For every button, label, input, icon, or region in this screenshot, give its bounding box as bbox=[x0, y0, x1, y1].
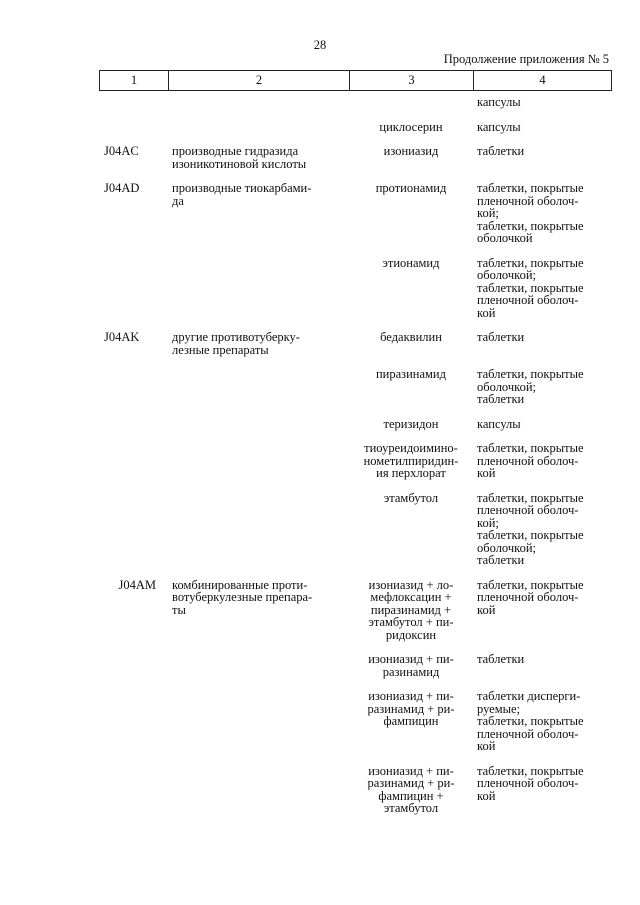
table-row bbox=[99, 579, 611, 654]
group-cell: другие противотуберку- лезные препараты bbox=[172, 330, 300, 357]
drug-name-cell: этамбутол bbox=[383, 490, 439, 505]
group-cell bbox=[168, 418, 349, 443]
header-col-1: 1 bbox=[100, 71, 169, 91]
group-cell: комбинированные проти- вотуберкулезные препара- ты bbox=[172, 577, 313, 617]
group-cell bbox=[168, 653, 349, 690]
code-cell bbox=[99, 690, 168, 765]
group-cell bbox=[168, 690, 349, 765]
header-col-4: 4 bbox=[474, 71, 612, 91]
table-row bbox=[99, 418, 611, 443]
dosage-form-cell: таблетки, покрытые пленочной оболоч- кой bbox=[477, 577, 584, 617]
table-row bbox=[99, 653, 611, 690]
code-cell bbox=[99, 765, 168, 827]
code-cell bbox=[99, 418, 168, 443]
dosage-form-cell: таблетки bbox=[477, 144, 525, 158]
table-row bbox=[99, 442, 611, 492]
dosage-form-cell: таблетки, покрытые пленочной оболоч- кой bbox=[477, 441, 584, 480]
code-cell bbox=[99, 442, 168, 492]
group-cell bbox=[168, 442, 349, 492]
table-row bbox=[99, 257, 611, 332]
drug-name-cell: изониазид + пи- разинамид + ри- фампицин + этамбутол bbox=[367, 763, 455, 815]
dosage-form-cell: таблетки, покрытые пленочной оболоч- кой; таблетки, покрытые оболочкой; таблетки bbox=[477, 490, 584, 567]
dosage-form-cell: таблетки, покрытые оболочкой; таблетки bbox=[477, 367, 584, 406]
header-col-3: 3 bbox=[350, 71, 474, 91]
table-row bbox=[99, 145, 611, 182]
dosage-form-cell: таблетки, покрытые пленочной оболоч- кой bbox=[477, 763, 584, 803]
table-row bbox=[99, 368, 611, 418]
group-cell bbox=[168, 96, 349, 121]
code-cell bbox=[99, 257, 168, 332]
table-row bbox=[99, 331, 611, 368]
code-cell bbox=[99, 653, 168, 690]
drug-name-cell: изониазид + ло- мефлоксацин + пиразинамид + этамбутол + пи- ридоксин bbox=[368, 577, 454, 642]
drug-name-cell: пиразинамид bbox=[375, 367, 446, 381]
table-row bbox=[99, 492, 611, 579]
table-row bbox=[99, 765, 611, 827]
dosage-form-cell: капсулы bbox=[477, 95, 521, 109]
dosage-form-cell: таблетки дисперги- руемые; таблетки, покрытые пленочной оболоч- кой bbox=[477, 689, 584, 753]
drug-name-cell: бедаквилин bbox=[380, 330, 442, 344]
drug-table-body bbox=[99, 96, 611, 827]
group-cell bbox=[168, 121, 349, 146]
code-cell bbox=[99, 368, 168, 418]
dosage-form-cell: капсулы bbox=[477, 119, 521, 134]
code-cell bbox=[99, 121, 168, 146]
dosage-form-cell: капсулы bbox=[477, 416, 521, 431]
dosage-form-cell: таблетки bbox=[477, 652, 525, 666]
group-cell: производные гидразида изоникотиновой кислоты bbox=[172, 144, 307, 171]
dosage-form-cell: таблетки, покрытые пленочной оболоч- кой; таблетки, покрытые оболочкой bbox=[477, 181, 584, 245]
table-row bbox=[99, 182, 611, 257]
table-header bbox=[99, 70, 612, 91]
drug-name-cell: тиоуреидоимино- нометилпиридин- ия перхлорат bbox=[363, 441, 459, 480]
drug-name-cell: протионамид bbox=[375, 181, 447, 195]
group-cell bbox=[168, 492, 349, 579]
code-cell: J04AK bbox=[104, 330, 140, 344]
group-cell bbox=[168, 368, 349, 418]
drug-table bbox=[99, 96, 611, 827]
code-cell bbox=[99, 96, 168, 121]
drug-name-cell: циклосерин bbox=[379, 119, 443, 134]
code-cell: J04AC bbox=[104, 144, 139, 158]
drug-name-cell: изониазид + пи- разинамид bbox=[368, 652, 454, 679]
continuation-note: Продолжение приложения № 5 bbox=[443, 52, 609, 66]
drug-name-cell: теризидон bbox=[383, 416, 439, 431]
header-col-2: 2 bbox=[169, 71, 350, 91]
dosage-form-cell: таблетки bbox=[477, 330, 525, 344]
drug-name-cell bbox=[349, 96, 473, 121]
table-row bbox=[99, 96, 611, 121]
group-cell bbox=[168, 257, 349, 332]
group-cell: производные тиокарбами- да bbox=[172, 181, 312, 208]
dosage-form-cell: таблетки, покрытые оболочкой; таблетки, покрытые пленочной оболоч- кой bbox=[477, 255, 584, 320]
group-cell bbox=[168, 765, 349, 827]
code-cell: J04AM bbox=[118, 577, 156, 592]
page-number: 28 bbox=[313, 38, 327, 52]
drug-name-cell: изониазид + пи- разинамид + ри- фампицин bbox=[367, 689, 455, 728]
table-row bbox=[99, 690, 611, 765]
drug-name-cell: этионамид bbox=[382, 255, 440, 270]
code-cell bbox=[99, 492, 168, 579]
code-cell: J04AD bbox=[104, 181, 140, 195]
table-row bbox=[99, 121, 611, 146]
drug-name-cell: изониазид bbox=[383, 144, 439, 158]
